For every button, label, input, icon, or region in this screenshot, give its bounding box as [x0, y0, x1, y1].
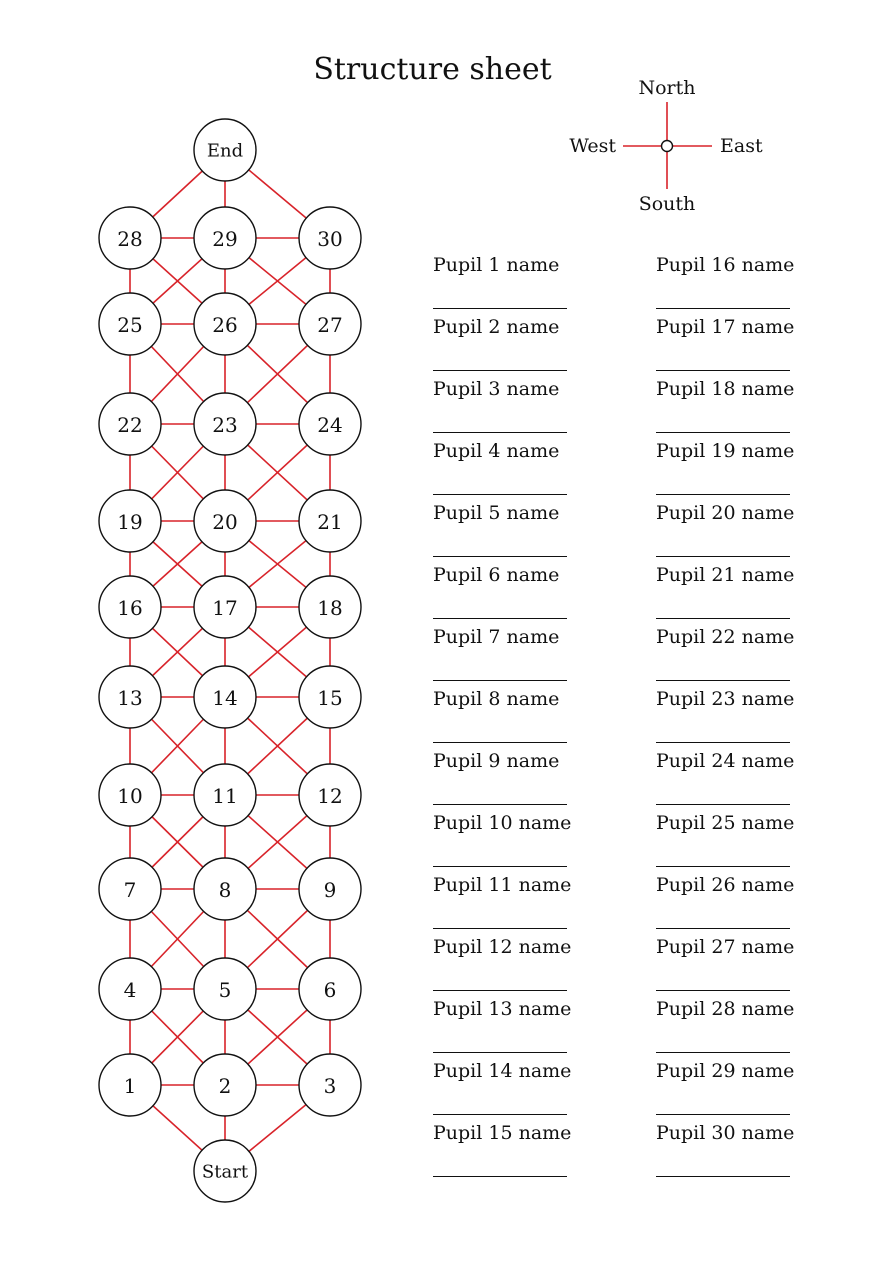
pupil-name-label: Pupil 23 name	[656, 688, 795, 710]
name-write-line[interactable]	[656, 680, 790, 681]
node-label: 2	[218, 1074, 232, 1098]
name-write-line[interactable]	[433, 1176, 567, 1177]
pupil-entry	[656, 440, 836, 502]
node-10	[99, 764, 161, 826]
start-node	[194, 1140, 256, 1202]
pupil-entry	[433, 936, 613, 998]
pupil-name-label: Pupil 25 name	[656, 812, 795, 834]
pupil-entry	[433, 254, 613, 316]
name-write-line[interactable]	[656, 928, 790, 929]
pupil-entry	[433, 502, 613, 564]
compass-east-label: East	[720, 135, 763, 157]
node-label: 10	[117, 784, 143, 808]
name-write-line[interactable]	[656, 990, 790, 991]
node-label: 7	[123, 878, 137, 902]
name-write-line[interactable]	[656, 556, 790, 557]
pupil-name-label: Pupil 5 name	[433, 502, 560, 524]
node-25	[99, 293, 161, 355]
name-write-line[interactable]	[656, 432, 790, 433]
node-label: 16	[117, 596, 143, 620]
pupil-name-label: Pupil 16 name	[656, 254, 795, 276]
node-22	[99, 393, 161, 455]
name-write-line[interactable]	[433, 1114, 567, 1115]
pupil-name-label: Pupil 26 name	[656, 874, 795, 896]
name-write-line[interactable]	[656, 370, 790, 371]
pupil-entry	[433, 378, 613, 440]
pupil-name-label: Pupil 13 name	[433, 998, 572, 1020]
pupil-entry	[656, 564, 836, 626]
node-label: 8	[218, 878, 232, 902]
node-label: 22	[117, 413, 143, 437]
pupil-entry	[433, 750, 613, 812]
node-label: 30	[317, 227, 343, 251]
node-label: 21	[317, 510, 343, 534]
pupil-entry	[433, 688, 613, 750]
pupil-column-left	[433, 254, 613, 1184]
pupil-name-label: Pupil 11 name	[433, 874, 572, 896]
pupil-entry	[656, 502, 836, 564]
compass-south-label: South	[638, 193, 696, 215]
node-label: 13	[117, 686, 143, 710]
pupil-name-label: Pupil 22 name	[656, 626, 795, 648]
name-write-line[interactable]	[433, 494, 567, 495]
node-23	[194, 393, 256, 455]
pupil-name-label: Pupil 14 name	[433, 1060, 572, 1082]
pupil-name-label: Pupil 8 name	[433, 688, 560, 710]
pupil-name-label: Pupil 18 name	[656, 378, 795, 400]
node-label: 28	[117, 227, 143, 251]
node-4	[99, 958, 161, 1020]
pupil-name-label: Pupil 30 name	[656, 1122, 795, 1144]
node-label: 17	[212, 596, 238, 620]
pupil-entry	[656, 254, 836, 316]
node-14	[194, 666, 256, 728]
name-write-line[interactable]	[656, 742, 790, 743]
node-label: 12	[317, 784, 343, 808]
pupil-entry	[656, 936, 836, 998]
node-label: 25	[117, 313, 143, 337]
name-write-line[interactable]	[656, 494, 790, 495]
pupil-name-label: Pupil 19 name	[656, 440, 795, 462]
pupil-entry	[433, 564, 613, 626]
name-write-line[interactable]	[433, 618, 567, 619]
node-30	[299, 207, 361, 269]
pupil-entry	[433, 440, 613, 502]
name-write-line[interactable]	[656, 618, 790, 619]
pupil-name-label: Pupil 28 name	[656, 998, 795, 1020]
node-16	[99, 576, 161, 638]
node-29	[194, 207, 256, 269]
name-write-line[interactable]	[656, 866, 790, 867]
name-write-line[interactable]	[433, 742, 567, 743]
node-label: 27	[317, 313, 343, 337]
name-write-line[interactable]	[656, 1114, 790, 1115]
node-21	[299, 490, 361, 552]
node-7	[99, 858, 161, 920]
node-label: End	[206, 140, 244, 162]
node-5	[194, 958, 256, 1020]
pupil-column-right	[656, 254, 836, 1184]
node-label: 29	[212, 227, 238, 251]
pupil-entry	[433, 874, 613, 936]
name-write-line[interactable]	[433, 1052, 567, 1053]
node-label: 15	[317, 686, 343, 710]
pupil-name-label: Pupil 24 name	[656, 750, 795, 772]
node-20	[194, 490, 256, 552]
page-title: Structure sheet	[313, 52, 552, 87]
name-write-line[interactable]	[656, 804, 790, 805]
pupil-name-label: Pupil 15 name	[433, 1122, 572, 1144]
node-11	[194, 764, 256, 826]
pupil-name-label: Pupil 20 name	[656, 502, 795, 524]
node-label: Start	[201, 1161, 249, 1183]
node-18	[299, 576, 361, 638]
pupil-entry	[656, 1060, 836, 1122]
pupil-name-label: Pupil 1 name	[433, 254, 560, 276]
name-write-line[interactable]	[433, 804, 567, 805]
node-8	[194, 858, 256, 920]
node-2	[194, 1054, 256, 1116]
pupil-entry	[656, 378, 836, 440]
node-label: 6	[323, 978, 337, 1002]
node-6	[299, 958, 361, 1020]
pupil-name-label: Pupil 9 name	[433, 750, 560, 772]
node-label: 1	[123, 1074, 137, 1098]
node-1	[99, 1054, 161, 1116]
pupil-entry	[433, 998, 613, 1060]
pupil-entry	[433, 626, 613, 688]
node-12	[299, 764, 361, 826]
compass-center	[662, 141, 673, 152]
node-26	[194, 293, 256, 355]
node-label: 3	[323, 1074, 337, 1098]
name-write-line[interactable]	[433, 866, 567, 867]
name-write-line[interactable]	[433, 680, 567, 681]
node-label: 26	[212, 313, 238, 337]
compass-west-label: West	[569, 135, 616, 157]
node-27	[299, 293, 361, 355]
pupil-name-label: Pupil 7 name	[433, 626, 560, 648]
name-write-line[interactable]	[433, 928, 567, 929]
node-label: 14	[212, 686, 238, 710]
pupil-name-label: Pupil 21 name	[656, 564, 795, 586]
node-17	[194, 576, 256, 638]
end-node	[194, 119, 256, 181]
pupil-name-label: Pupil 2 name	[433, 316, 560, 338]
node-label: 18	[317, 596, 343, 620]
name-write-line[interactable]	[433, 308, 567, 309]
node-label: 19	[117, 510, 143, 534]
pupil-entry	[656, 688, 836, 750]
pupil-name-label: Pupil 10 name	[433, 812, 572, 834]
pupil-entry	[656, 874, 836, 936]
node-label: 4	[123, 978, 137, 1002]
node-label: 9	[323, 878, 337, 902]
pupil-entry	[433, 1060, 613, 1122]
compass-rose	[569, 77, 763, 215]
pupil-name-label: Pupil 27 name	[656, 936, 795, 958]
diagram-nodes	[99, 119, 361, 1202]
name-write-line[interactable]	[433, 432, 567, 433]
pupil-name-label: Pupil 29 name	[656, 1060, 795, 1082]
node-label: 5	[218, 978, 232, 1002]
node-label: 11	[212, 784, 238, 808]
name-write-line[interactable]	[433, 556, 567, 557]
pupil-name-label: Pupil 17 name	[656, 316, 795, 338]
pupil-entry	[656, 812, 836, 874]
node-28	[99, 207, 161, 269]
node-15	[299, 666, 361, 728]
pupil-entry	[656, 998, 836, 1060]
node-label: 20	[212, 510, 238, 534]
node-label: 23	[212, 413, 238, 437]
pupil-entry	[656, 1122, 836, 1184]
name-write-line[interactable]	[656, 308, 790, 309]
node-label: 24	[317, 413, 343, 437]
name-write-line[interactable]	[433, 990, 567, 991]
pupil-entry	[656, 316, 836, 378]
node-13	[99, 666, 161, 728]
pupil-name-label: Pupil 12 name	[433, 936, 572, 958]
compass-north-label: North	[638, 77, 696, 99]
node-3	[299, 1054, 361, 1116]
pupil-entry	[433, 316, 613, 378]
pupil-name-label: Pupil 3 name	[433, 378, 560, 400]
pupil-entry	[656, 626, 836, 688]
name-write-line[interactable]	[656, 1176, 790, 1177]
pupil-entry	[656, 750, 836, 812]
node-19	[99, 490, 161, 552]
pupil-name-label: Pupil 6 name	[433, 564, 560, 586]
name-write-line[interactable]	[656, 1052, 790, 1053]
node-9	[299, 858, 361, 920]
node-24	[299, 393, 361, 455]
pupil-entry	[433, 1122, 613, 1184]
name-write-line[interactable]	[433, 370, 567, 371]
pupil-name-label: Pupil 4 name	[433, 440, 560, 462]
pupil-entry	[433, 812, 613, 874]
